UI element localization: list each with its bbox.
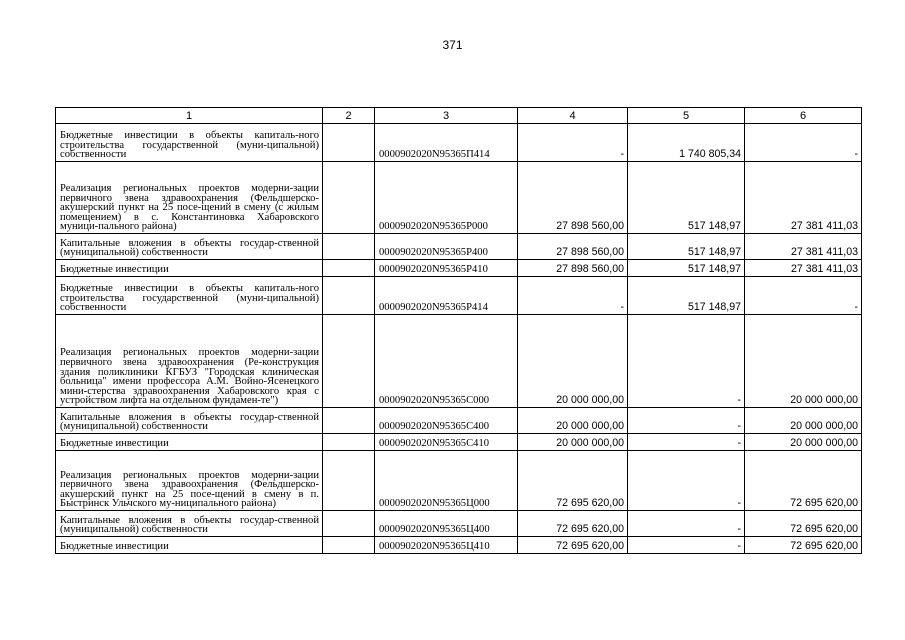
- row-value-col5: 517 148,97: [628, 234, 745, 260]
- table-row: [56, 451, 862, 511]
- table-row: [56, 124, 862, 162]
- row-value-col4: 27 898 560,00: [518, 260, 628, 277]
- row-code-cell: 0000902020N95365Ц000: [375, 451, 518, 511]
- row-name-cell: Капитальные вложения в объекты государ-ственной (муниципальной) собственности: [56, 511, 323, 537]
- row-col2-cell: [323, 124, 375, 162]
- row-col2-cell: [323, 315, 375, 408]
- table-row: [56, 277, 862, 315]
- row-value-col5: -: [628, 315, 745, 408]
- column-header: 2: [323, 108, 375, 124]
- row-value-col6: 20 000 000,00: [745, 408, 862, 434]
- row-col2-cell: [323, 408, 375, 434]
- row-code-cell: 0000902020N95365Ц410: [375, 537, 518, 554]
- table-row: [56, 260, 862, 277]
- row-value-col6: 27 381 411,03: [745, 162, 862, 234]
- column-header: 5: [628, 108, 745, 124]
- table-row: [56, 315, 862, 408]
- row-name-cell: Бюджетные инвестиции: [56, 434, 323, 451]
- row-code-cell: 0000902020N95365Ц400: [375, 511, 518, 537]
- row-value-col4: 20 000 000,00: [518, 408, 628, 434]
- row-code-cell: 0000902020N95365Р000: [375, 162, 518, 234]
- row-value-col4: -: [518, 277, 628, 315]
- row-value-col5: -: [628, 408, 745, 434]
- column-header: 6: [745, 108, 862, 124]
- row-value-col6: -: [745, 277, 862, 315]
- table-row: [56, 408, 862, 434]
- row-value-col4: -: [518, 124, 628, 162]
- row-value-col6: 72 695 620,00: [745, 537, 862, 554]
- row-name-cell: Капитальные вложения в объекты государ-ственной (муниципальной) собственности: [56, 408, 323, 434]
- row-col2-cell: [323, 451, 375, 511]
- row-value-col4: 20 000 000,00: [518, 315, 628, 408]
- row-value-col6: 27 381 411,03: [745, 260, 862, 277]
- row-name-cell: Реализация региональных проектов модерни-зации первичного звена здравоохранения (Фельдшерско-акушерский пункт на 25 посе-щений в смену в п. Быстринск Ульчского му-ниципального района): [56, 451, 323, 511]
- row-code-cell: 0000902020N95365Р410: [375, 260, 518, 277]
- row-code-cell: 0000902020N95365С000: [375, 315, 518, 408]
- table-row: [56, 162, 862, 234]
- column-header: 3: [375, 108, 518, 124]
- row-value-col5: 517 148,97: [628, 260, 745, 277]
- row-value-col4: 27 898 560,00: [518, 234, 628, 260]
- row-value-col5: -: [628, 511, 745, 537]
- row-code-cell: 0000902020N95365Р414: [375, 277, 518, 315]
- row-value-col4: 72 695 620,00: [518, 537, 628, 554]
- row-col2-cell: [323, 234, 375, 260]
- table-row: [56, 234, 862, 260]
- row-value-col6: 72 695 620,00: [745, 511, 862, 537]
- row-value-col4: 72 695 620,00: [518, 511, 628, 537]
- row-code-cell: 0000902020N95365Р400: [375, 234, 518, 260]
- row-value-col5: 517 148,97: [628, 162, 745, 234]
- row-code-cell: 0000902020N95365С410: [375, 434, 518, 451]
- row-value-col5: -: [628, 537, 745, 554]
- row-value-col4: 27 898 560,00: [518, 162, 628, 234]
- row-name-cell: Реализация региональных проектов модерни-зации первичного звена здравоохранения (Фельдшерско-акушерский пункт на 25 посе-щений в смену (с жилым помещением) в с. Константиновка Хабаровского муници-пального района): [56, 162, 323, 234]
- table-row: [56, 434, 862, 451]
- column-header: 4: [518, 108, 628, 124]
- row-name-cell: Бюджетные инвестиции: [56, 537, 323, 554]
- row-value-col4: 72 695 620,00: [518, 451, 628, 511]
- row-name-cell: Бюджетные инвестиции: [56, 260, 323, 277]
- header-row: [56, 108, 862, 124]
- budget-table: [55, 107, 862, 554]
- row-value-col6: 20 000 000,00: [745, 434, 862, 451]
- row-col2-cell: [323, 537, 375, 554]
- row-value-col5: -: [628, 434, 745, 451]
- table-row: [56, 537, 862, 554]
- row-value-col5: -: [628, 451, 745, 511]
- row-col2-cell: [323, 162, 375, 234]
- row-value-col6: 20 000 000,00: [745, 315, 862, 408]
- row-col2-cell: [323, 277, 375, 315]
- row-value-col6: -: [745, 124, 862, 162]
- row-value-col5: 1 740 805,34: [628, 124, 745, 162]
- row-name-cell: Бюджетные инвестиции в объекты капиталь-ного строительства государственной (муни-ципальной) собственности: [56, 124, 323, 162]
- row-col2-cell: [323, 260, 375, 277]
- table-row: [56, 511, 862, 537]
- row-name-cell: Бюджетные инвестиции в объекты капиталь-ного строительства государственной (муни-ципальной) собственности: [56, 277, 323, 315]
- row-col2-cell: [323, 511, 375, 537]
- row-code-cell: 0000902020N95365П414: [375, 124, 518, 162]
- row-value-col6: 27 381 411,03: [745, 234, 862, 260]
- row-col2-cell: [323, 434, 375, 451]
- row-value-col4: 20 000 000,00: [518, 434, 628, 451]
- row-code-cell: 0000902020N95365С400: [375, 408, 518, 434]
- row-name-cell: Реализация региональных проектов модерни-зации первичного звена здравоохранения (Ре-конструкция здания поликлиники КГБУЗ "Городская клиническая больница" имени профессора А.М. Войно-Ясенецкого мини-стерства здравоохранения Хабаровского края с устройством лифта на отдельном фундамен-те"): [56, 315, 323, 408]
- row-value-col5: 517 148,97: [628, 277, 745, 315]
- page-number: 371: [442, 38, 463, 52]
- row-value-col6: 72 695 620,00: [745, 451, 862, 511]
- column-header: 1: [56, 108, 323, 124]
- row-name-cell: Капитальные вложения в объекты государ-ственной (муниципальной) собственности: [56, 234, 323, 260]
